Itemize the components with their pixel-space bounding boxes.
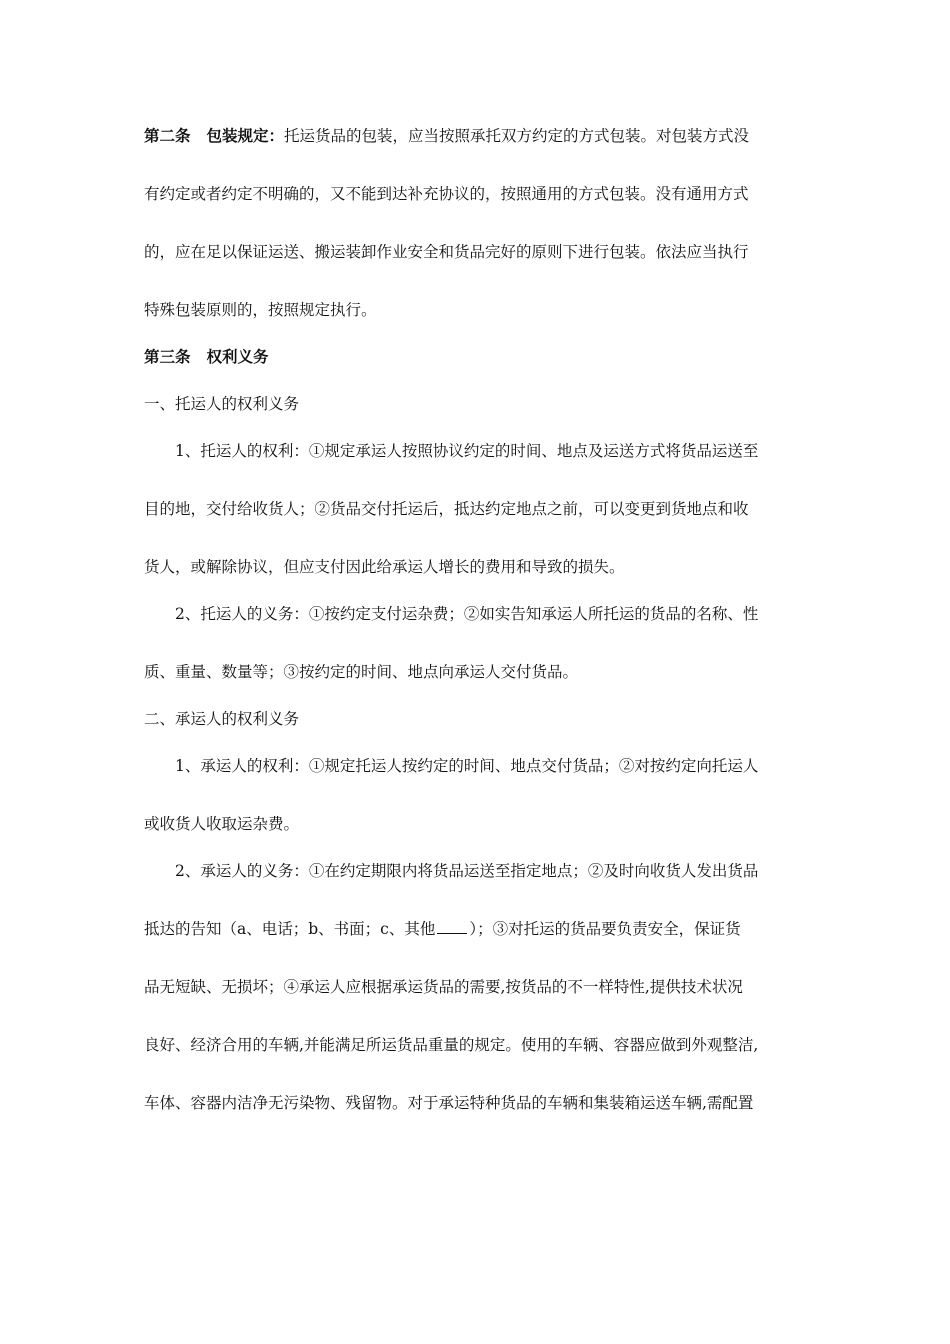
section1-item1-line-2: 目的地，交付给收货人；②货品交付托运后，抵达约定地点之前，可以变更到货地点和收	[144, 500, 749, 518]
fill-in-blank	[437, 919, 467, 934]
section2-item2-line-3: 品无短缺、无损坏；④承运人应根据承运货品的需要,按货品的不一样特性,提供技术状况	[144, 978, 743, 996]
article2-title: 包装规定：	[206, 126, 285, 145]
section1-item2-line-1: 2、托运人的义务：①按约定支付运杂费；②如实告知承运人所托运的货品的名称、性	[175, 605, 759, 623]
article2-line-4: 特殊包装原则的，按照规定执行。	[144, 301, 377, 319]
section1-item2-line-2: 质、重量、数量等；③按约定的时间、地点向承运人交付货品。	[144, 663, 579, 681]
section2-item2-line-5: 车体、容器内洁净无污染物、残留物。对于承运特种货品的车辆和集装箱运送车辆,需配置	[144, 1094, 754, 1112]
section2-item1-line-2: 或收货人收取运杂费。	[144, 815, 300, 833]
section2-item2-line-2-post: ）；③对托运的货品要负责安全，保证货	[469, 920, 741, 938]
section2-item2-line-1: 2、承运人的义务：①在约定期限内将货品运送至指定地点；②及时向收货人发出货品	[175, 862, 759, 880]
article3-heading	[144, 347, 814, 367]
section2-item2-line-2	[144, 919, 814, 939]
section1-item1-line-1: 1、托运人的权利：①规定承运人按照协议约定的时间、地点及运送方式将货品运送至	[175, 442, 759, 460]
section2-item2-line-4: 良好、经济合用的车辆,并能满足所运货品重量的规定。使用的车辆、容器应做到外观整洁,	[144, 1036, 759, 1054]
article2-line-1	[144, 126, 814, 146]
article3-title: 权利义务	[206, 347, 269, 366]
article2-text: 托运货品的包装，应当按照承托双方约定的方式包装。对包装方式没	[284, 127, 750, 145]
article3-number: 第三条	[144, 347, 191, 366]
article2-line-2: 有约定或者约定不明确的，又不能到达补充协议的，按照通用的方式包装。没有通用方式	[144, 185, 749, 203]
section2-item2-line-2-pre: 抵达的告知（a、电话；b、书面；c、其他	[144, 920, 436, 938]
article2-number: 第二条	[144, 126, 191, 145]
section2-heading: 二、承运人的权利义务	[144, 710, 300, 728]
article2-line-3: 的，应在足以保证运送、搬运装卸作业安全和货品完好的原则下进行包装。依法应当执行	[144, 243, 749, 261]
section1-item1-line-3: 货人，或解除协议，但应支付因此给承运人增长的费用和导致的损失。	[144, 558, 625, 576]
section1-heading: 一、托运人的权利义务	[144, 395, 300, 413]
section2-item1-line-1: 1、承运人的权利：①规定托运人按约定的时间、地点交付货品；②对按约定向托运人	[175, 757, 759, 775]
